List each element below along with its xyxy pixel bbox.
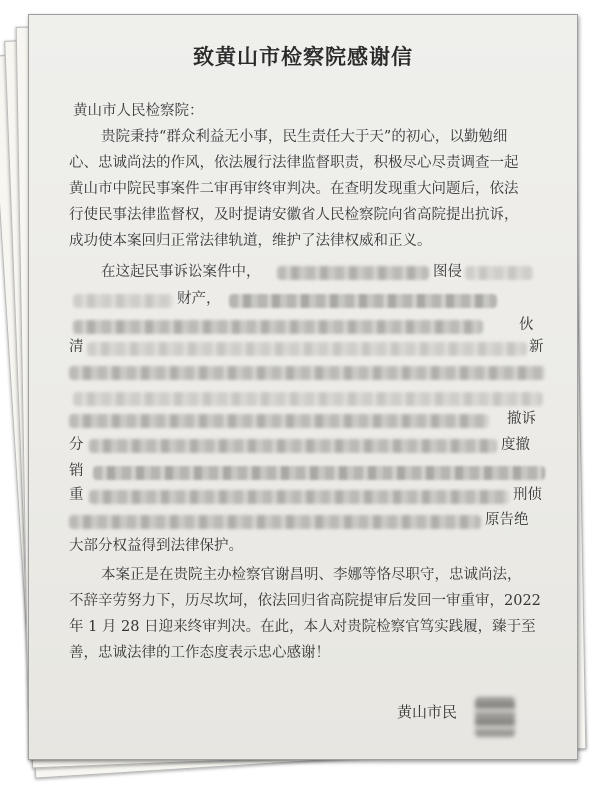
paragraph2-line10-end: 刑侦	[513, 487, 542, 503]
redaction-block	[87, 342, 527, 356]
paragraph3-line2: 不辞辛劳努力下，历尽坎坷，依法回归省高院提审后发回一审重审，2022	[69, 593, 541, 609]
paragraph3-line1: 本案正是在贵院主办检察官谢昌明、李娜等恪尽职守，忠诚尚法，	[101, 567, 522, 583]
paragraph1-line4: 行使民事法律监督权，及时提请安徽省人民检察院向省高院提出抗诉，	[69, 207, 519, 223]
paragraph2-line8-end: 度撤	[501, 437, 530, 453]
paragraph3-line4: 善，忠诚法律的工作态度表示忠心感谢！	[69, 645, 330, 661]
paragraph2-line2-fragment: 财产，	[177, 291, 221, 307]
paragraph2-line8-start: 分	[69, 437, 84, 453]
paragraph2-line7-end: 撤诉	[507, 411, 536, 427]
salutation: 黄山市人民检察院：	[73, 103, 204, 119]
redaction-block	[73, 294, 173, 308]
paragraph2-line4-start: 清	[69, 339, 84, 355]
redaction-block	[73, 320, 483, 334]
paragraph1-line2: 心、忠诚尚法的作风，依法履行法律监督职责，积极尽心尽责调查一起	[69, 155, 519, 171]
paragraph2-line11-end: 原告绝	[485, 512, 529, 528]
paragraph3-line3: 年 1 月 28 日迎来终审判决。在此，本人对贵院检察官笃实践履，臻于至	[69, 619, 536, 635]
letter-title: 致黄山市检察院感谢信	[193, 44, 413, 69]
redaction-block	[69, 515, 481, 529]
paragraph2-line9-start: 销	[69, 463, 84, 479]
redaction-block	[73, 392, 543, 406]
redaction-block	[69, 414, 489, 428]
paragraph2-line1-start: 在这起民事诉讼案件中，	[101, 264, 261, 280]
paragraph2-line10-start: 重	[69, 487, 84, 503]
paragraph2-line1-fragment: 图侵	[433, 264, 462, 280]
redaction-block	[69, 366, 545, 380]
redaction-block	[93, 466, 545, 480]
paragraph2-line12: 大部分权益得到法律保护。	[69, 538, 243, 554]
redaction-block	[229, 294, 497, 308]
signature-redaction	[475, 697, 515, 737]
paragraph1-line5: 成功使本案回归正常法律轨道，维护了法律权威和正义。	[69, 233, 432, 249]
letter-page	[28, 14, 578, 760]
signature-label: 黄山市民	[397, 703, 458, 721]
redaction-block	[89, 439, 497, 453]
paragraph1-line1: 贵院秉持“群众利益无小事，民生责任大于天”的初心，以勤勉细	[101, 129, 508, 145]
paragraph2-line4-end: 新	[529, 339, 544, 355]
redaction-block	[277, 266, 429, 280]
paragraph1-line3: 黄山市中院民事案件二审再审终审判决。在查明发现重大问题后，依法	[69, 181, 519, 197]
redaction-block	[465, 266, 533, 280]
paragraph2-line3-fragment: 伙	[519, 317, 534, 333]
redaction-block	[89, 490, 509, 504]
